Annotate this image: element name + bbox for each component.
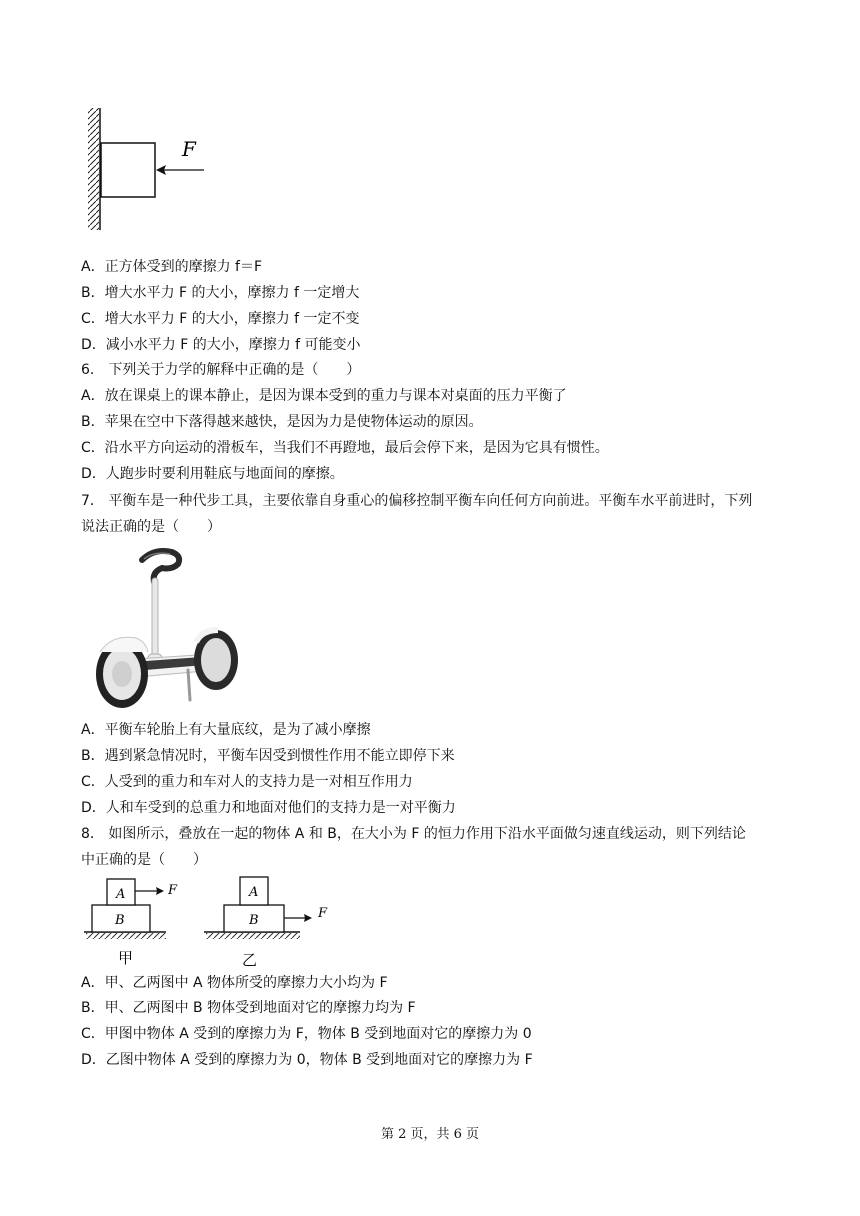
q7-stem-line1: 7． 平衡车是一种代步工具，主要依靠自身重心的偏移控制平衡车向任何方向前进。平衡车水平前进时，下列 xyxy=(81,493,753,509)
jia-label-b: B xyxy=(115,913,125,928)
caption-jia: 甲 xyxy=(118,949,134,967)
wall-block-figure xyxy=(84,105,214,235)
balance-scooter-image xyxy=(92,542,242,712)
jia-label-a: A xyxy=(116,887,126,902)
q6-option-b: B．苹果在空中下落得越来越快，是因为力是使物体运动的原因。 xyxy=(81,414,483,430)
q6-stem: 6． 下列关于力学的解释中正确的是（ ） xyxy=(81,362,361,378)
q6-option-a: A．放在课桌上的课本静止，是因为课本受到的重力与课本对桌面的压力平衡了 xyxy=(81,388,567,404)
q7-option-b: B．遇到紧急情况时，平衡车因受到惯性作用不能立即停下来 xyxy=(81,748,455,764)
q8-stem-line2: 中正确的是（ ） xyxy=(81,852,207,868)
figure-jia xyxy=(84,879,178,967)
yi-force-label: F xyxy=(318,906,328,921)
q8-stem-line1: 8． 如图所示，叠放在一起的物体 A 和 B，在大小为 F 的恒力作用下沿水平面做匀速直线运动，则下列结论 xyxy=(81,826,746,842)
q5-option-a: A．正方体受到的摩擦力 f＝F xyxy=(81,259,263,275)
q7-option-d: D．人和车受到的总重力和地面对他们的支持力是一对平衡力 xyxy=(81,800,456,816)
jia-force-label: F xyxy=(168,883,178,898)
q5-option-c: C．增大水平力 F 的大小，摩擦力 f 一定不变 xyxy=(81,311,360,327)
q7-stem-line2: 说法正确的是（ ） xyxy=(81,519,221,535)
yi-label-b: B xyxy=(249,913,259,928)
wall-hatching xyxy=(88,108,99,230)
q8-option-b: B．甲、乙两图中 B 物体受到地面对它的摩擦力均为 F xyxy=(81,1000,416,1016)
q8-option-d: D．乙图中物体 A 受到的摩擦力为 0，物体 B 受到地面对它的摩擦力为 F xyxy=(81,1052,533,1068)
page-footer: 第 2 页，共 6 页 xyxy=(380,1127,480,1142)
q5-option-d: D．减小水平力 F 的大小，摩擦力 f 可能变小 xyxy=(81,337,361,353)
yi-label-a: A xyxy=(249,885,259,900)
caption-yi: 乙 xyxy=(242,951,258,969)
cube xyxy=(101,143,155,197)
q7-option-a: A．平衡车轮胎上有大量底纹，是为了减小摩擦 xyxy=(81,722,371,738)
q6-option-c: C．沿水平方向运动的滑板车，当我们不再蹬地，最后会停下来，是因为它具有惯性。 xyxy=(81,440,609,456)
q8-option-a: A．甲、乙两图中 A 物体所受的摩擦力大小均为 F xyxy=(81,975,388,991)
q8-option-c: C．甲图中物体 A 受到的摩擦力为 F，物体 B 受到地面对它的摩擦力为 0 xyxy=(81,1026,532,1042)
force-label: F xyxy=(182,137,196,161)
stacked-blocks-figure xyxy=(82,872,342,972)
q6-option-d: D．人跑步时要利用鞋底与地面间的摩擦。 xyxy=(81,466,344,482)
q5-option-b: B．增大水平力 F 的大小，摩擦力 f 一定增大 xyxy=(81,285,360,301)
figure-yi xyxy=(204,877,328,969)
q7-option-c: C．人受到的重力和车对人的支持力是一对相互作用力 xyxy=(81,774,413,790)
